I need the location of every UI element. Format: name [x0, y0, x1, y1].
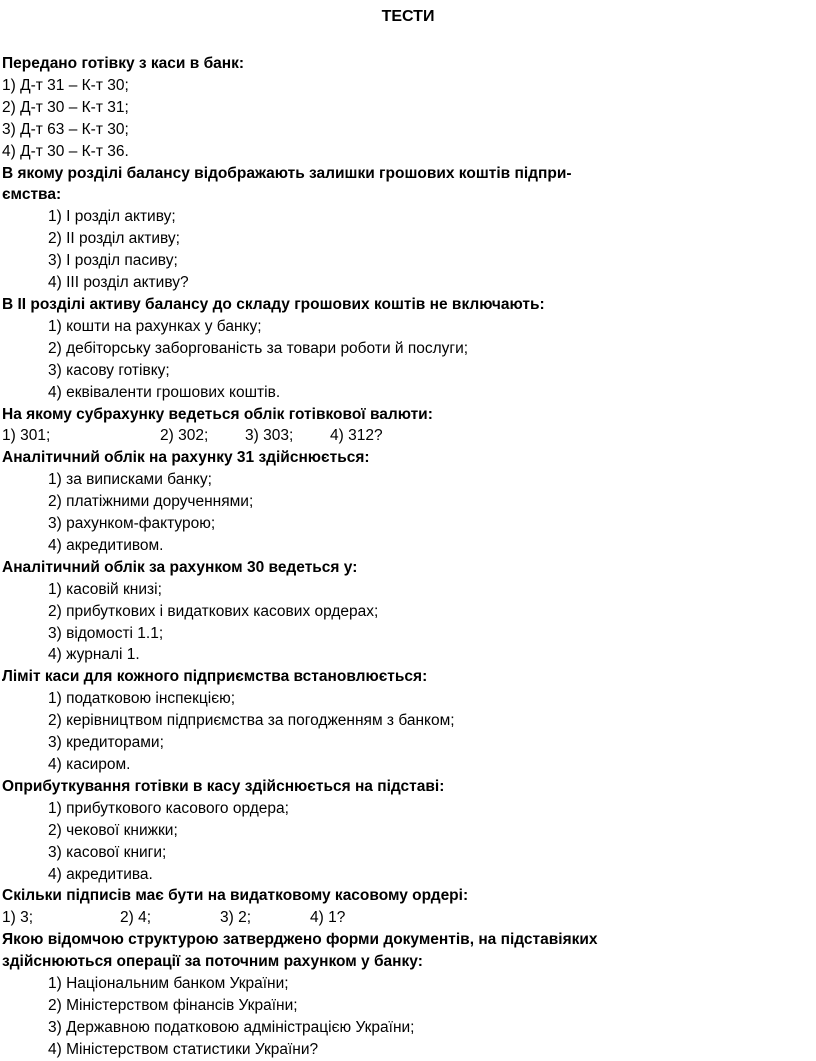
question-3-option-2: 2) дебіторську заборгованість за товари роботи й послуги;	[48, 339, 469, 357]
question-1-option-4: 4) Д-т 30 – К-т 36.	[2, 142, 129, 160]
question-9-text: Скільки підписів має бути на видатковому касовому ордері:	[2, 887, 469, 905]
question-9-option-1: 1) 3;	[2, 909, 34, 927]
question-5	[2, 447, 802, 557]
question-2-option-1: 1) І розділ активу;	[48, 208, 176, 226]
question-10	[2, 929, 802, 1060]
question-2-option-4: 4) ІІІ розділ активу?	[48, 274, 189, 292]
question-1	[2, 53, 802, 163]
question-5-option-4: 4) акредитивом.	[48, 536, 164, 554]
question-3	[2, 294, 802, 404]
test-content	[2, 53, 802, 1061]
question-9-option-3: 3) 2;	[220, 909, 252, 927]
question-8-option-1: 1) прибуткового касового ордера;	[48, 799, 289, 817]
question-5-text: Аналітичний облік на рахунку 31 здійснюється:	[2, 449, 370, 467]
question-5-option-3: 3) рахунком-фактурою;	[48, 515, 216, 533]
question-9-option-2: 2) 4;	[120, 909, 152, 927]
question-6-text: Аналітичний облік за рахунком 30 ведеться у:	[2, 558, 358, 576]
question-2-option-2: 2) ІІ розділ активу;	[48, 230, 180, 248]
question-2	[2, 163, 802, 294]
question-9-option-4: 4) 1?	[310, 909, 346, 927]
question-7-option-4: 4) касиром.	[48, 756, 131, 773]
question-4-option-3: 3) 303;	[245, 427, 294, 445]
question-3-option-4: 4) еквіваленти грошових коштів.	[48, 383, 281, 401]
question-6	[2, 557, 802, 667]
question-3-text: В ІІ розділі активу балансу до складу грошових коштів не включають:	[2, 295, 545, 313]
question-10-option-4: 4) Міністерством статистики України?	[48, 1040, 319, 1058]
question-8-option-4: 4) акредитива.	[48, 865, 153, 883]
question-6-option-2: 2) прибуткових і видаткових касових ордерах;	[48, 602, 379, 620]
question-7-option-1: 1) податковою інспекцією;	[48, 690, 236, 708]
question-8-text: Оприбуткування готівки в касу здійснюється на підставі:	[2, 777, 445, 795]
question-2-text-line-1: В якому розділі балансу відображають залишки грошових коштів підпри-	[2, 164, 572, 182]
question-4-text: На якому субрахунку ведеться облік готівкової валюти:	[2, 405, 433, 423]
question-5-option-1: 1) за виписками банку;	[48, 471, 212, 489]
question-4-option-4: 4) 312?	[330, 427, 383, 445]
question-3-option-3: 3) касову готівку;	[48, 361, 170, 379]
question-6-option-1: 1) касовій книзі;	[48, 580, 162, 598]
question-10-text-line-2: здійснюються операції за поточним рахунком у банку:	[2, 953, 423, 971]
question-4-option-1: 1) 301;	[2, 427, 51, 445]
question-2-text-line-2: ємства:	[2, 186, 62, 204]
question-1-text: Передано готівку з каси в банк:	[2, 55, 245, 72]
question-1-option-3: 3) Д-т 63 – К-т 30;	[2, 120, 129, 138]
question-10-option-2: 2) Міністерством фінансів України;	[48, 996, 298, 1014]
page-title: ТЕСТИ	[381, 8, 435, 25]
question-6-option-3: 3) відомості 1.1;	[48, 624, 164, 642]
question-10-text-line-1: Якою відомчою структурою затверджено форми документів, на підставіяких	[2, 931, 598, 949]
question-10-option-1: 1) Національним банком України;	[48, 975, 289, 993]
question-7-text: Ліміт каси для кожного підприємства встановлюється:	[2, 668, 428, 686]
question-8-option-3: 3) касової книги;	[48, 843, 167, 861]
question-9-options-row	[2, 907, 802, 929]
question-7	[2, 666, 802, 776]
question-1-option-2: 2) Д-т 30 – К-т 31;	[2, 98, 129, 116]
question-8	[2, 776, 802, 886]
question-4	[2, 404, 802, 448]
question-10-option-3: 3) Державною податковою адміністрацією України;	[48, 1018, 415, 1036]
question-4-option-2: 2) 302;	[160, 427, 209, 445]
question-4-options-row	[2, 425, 802, 447]
question-7-option-3: 3) кредиторами;	[48, 734, 164, 752]
question-1-option-1: 1) Д-т 31 – К-т 30;	[2, 76, 129, 94]
question-7-option-2: 2) керівництвом підприємства за погодженням з банком;	[48, 712, 455, 730]
question-2-option-3: 3) І розділ пасиву;	[48, 252, 178, 270]
question-9	[2, 885, 802, 929]
question-3-option-1: 1) кошти на рахунках у банку;	[48, 317, 262, 335]
question-6-option-4: 4) журналі 1.	[48, 646, 140, 664]
question-8-option-2: 2) чекової книжки;	[48, 821, 178, 839]
question-5-option-2: 2) платіжними дорученнями;	[48, 493, 254, 511]
